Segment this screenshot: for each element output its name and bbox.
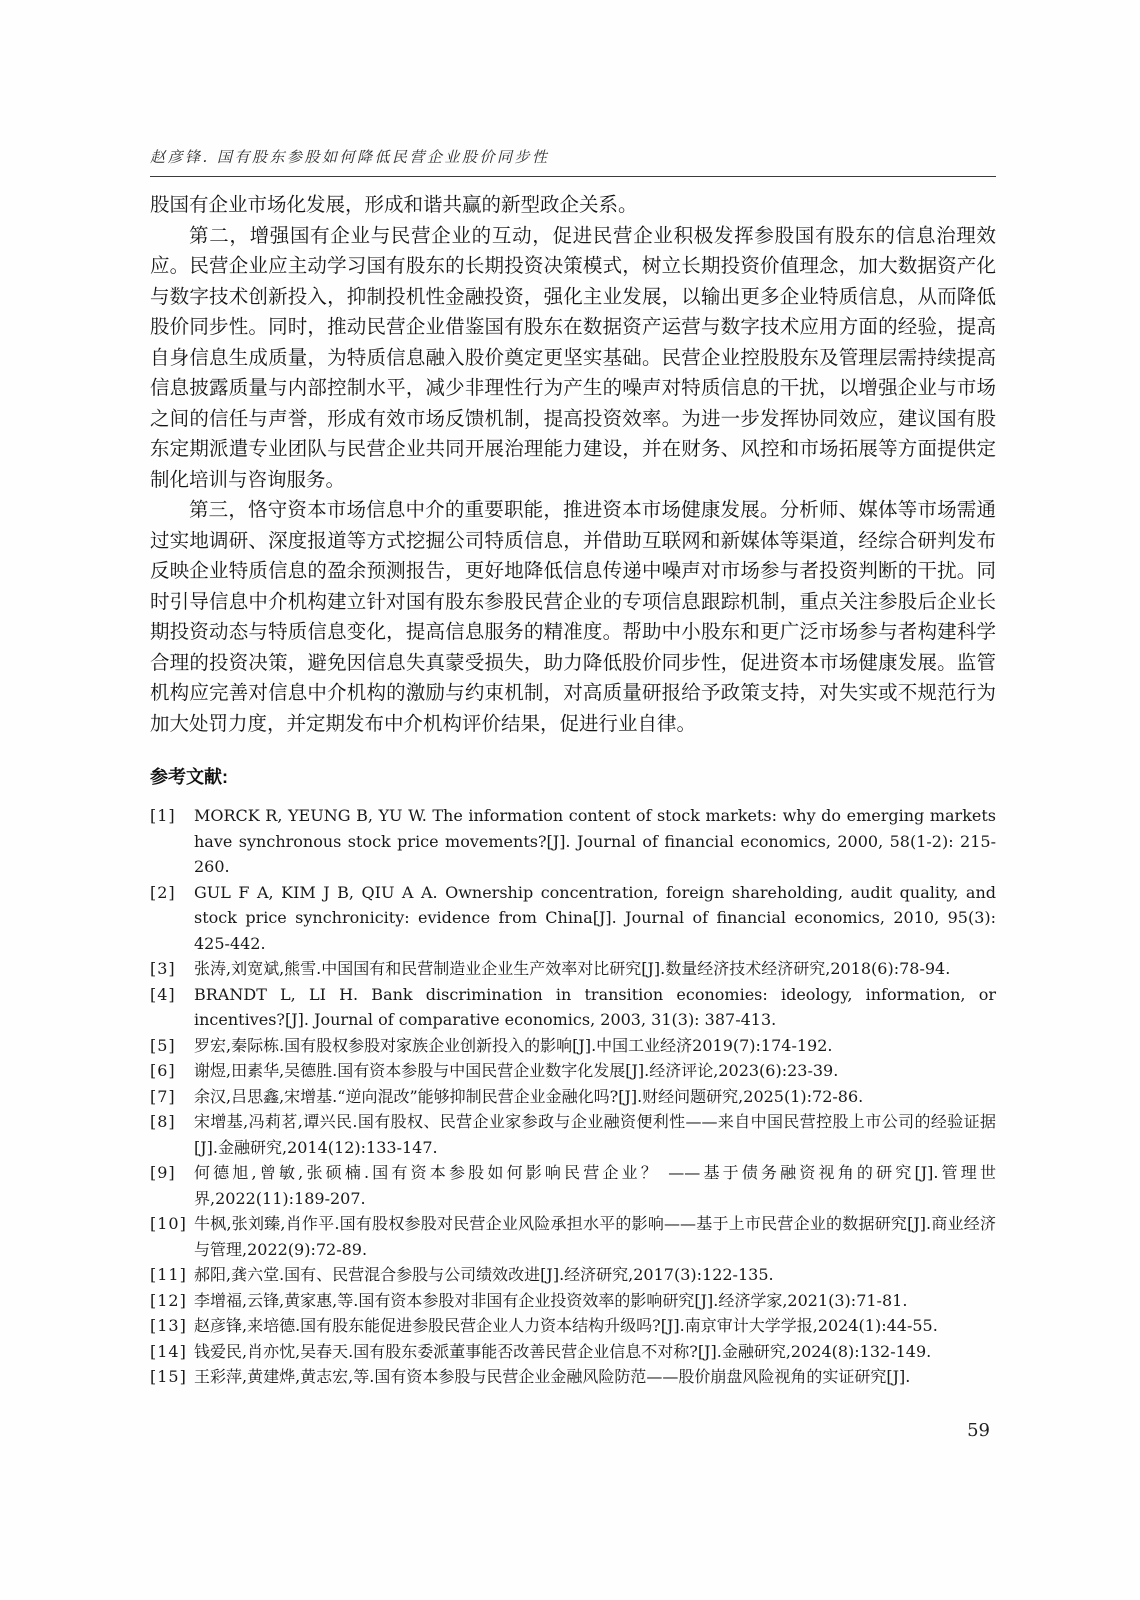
reference-label: [15]: [150, 1367, 187, 1386]
reference-label: [6]: [150, 1061, 176, 1080]
reference-item: [150, 1058, 996, 1084]
reference-text: 宋增基,冯莉茗,谭兴民.国有股权、民营企业家参政与企业融资便利性——来自中国民营控股上市公司的经验证据[J].金融研究,2014(12):133-147.: [194, 1112, 996, 1157]
reference-label: [14]: [150, 1341, 187, 1361]
reference-text: 钱爱民,肖亦忱,吴春天.国有股东委派董事能否改善民营企业信息不对称?[J].金融研究,2024(8):132-149.: [194, 1341, 932, 1361]
reference-label: [13]: [150, 1316, 187, 1335]
reference-text: 罗宏,秦际栋.国有股权参股对家族企业创新投入的影响[J].中国工业经济2019(7):174-192.: [194, 1035, 833, 1055]
reference-label: [9]: [150, 1163, 176, 1182]
body-text: [150, 190, 996, 739]
reference-text: 谢煜,田素华,吴德胜.国有资本参股与中国民营企业数字化发展[J].经济评论,2023(6):23-39.: [194, 1061, 839, 1080]
page-number: 59: [967, 1420, 990, 1441]
reference-item: [150, 1109, 996, 1160]
running-head: 赵彦锋. 国有股东参股如何降低民营企业股价同步性: [150, 146, 996, 177]
reference-label: [7]: [150, 1086, 176, 1106]
reference-item: [150, 1084, 996, 1110]
reference-text: 王彩萍,黄建烨,黄志宏,等.国有资本参股与民营企业金融风险防范——股价崩盘风险视角的实证研究[J].: [194, 1367, 911, 1386]
reference-label: [2]: [150, 882, 176, 902]
reference-item: [150, 1033, 996, 1059]
reference-item: [150, 1211, 996, 1262]
reference-text: BRANDT L, LI H. Bank discrimination in transition economies: ideology, information, or incentives?[J]. Journal of comparative economics, 2003, 31(3): 387-413.: [194, 984, 996, 1029]
reference-text: 李增福,云锋,黄家惠,等.国有资本参股对非国有企业投资效率的影响研究[J].经济学家,2021(3):71-81.: [194, 1290, 908, 1310]
reference-item: [150, 1364, 996, 1390]
reference-label: [8]: [150, 1112, 176, 1131]
reference-text: 郝阳,龚六堂.国有、民营混合参股与公司绩效改进[J].经济研究,2017(3):122-135.: [194, 1265, 774, 1284]
reference-label: [5]: [150, 1035, 176, 1055]
references-list: [150, 803, 996, 1390]
reference-label: [12]: [150, 1290, 187, 1310]
reference-item: [150, 1288, 996, 1314]
reference-text: 牛枫,张刘臻,肖作平.国有股权参股对民营企业风险承担水平的影响——基于上市民营企业的数据研究[J].商业经济与管理,2022(9):72-89.: [194, 1214, 996, 1259]
reference-label: [11]: [150, 1265, 187, 1284]
reference-text: 张涛,刘宽斌,熊雪.中国国有和民营制造业企业生产效率对比研究[J].数量经济技术经济研究,2018(6):78-94.: [194, 959, 951, 978]
reference-text: 何德旭,曾敏,张硕楠.国有资本参股如何影响民营企业？ ——基于债务融资视角的研究[J].管理世界,2022(11):189-207.: [194, 1163, 996, 1208]
reference-item: [150, 880, 996, 957]
reference-label: [1]: [150, 806, 176, 825]
reference-item: [150, 1262, 996, 1288]
page-content: [150, 146, 996, 1390]
reference-item: [150, 803, 996, 880]
reference-item: [150, 1339, 996, 1365]
references-heading: 参考文献:: [150, 767, 228, 787]
paragraph-continuation: 股国有企业市场化发展，形成和谐共赢的新型政企关系。: [150, 193, 638, 216]
reference-item: [150, 1160, 996, 1211]
reference-label: [3]: [150, 959, 176, 978]
reference-item: [150, 1313, 996, 1339]
reference-item: [150, 956, 996, 982]
reference-text: MORCK R, YEUNG B, YU W. The information content of stock markets: why do emerging markets have synchronous stock price movements?[J]. Journal of financial economics, 2000, 58(1-2): 215-260.: [194, 806, 996, 876]
paragraph-second-point: 第二，增强国有企业与民营企业的互动，促进民营企业积极发挥参股国有股东的信息治理效应。民营企业应主动学习国有股东的长期投资决策模式，树立长期投资价值理念，加大数据资产化与数字技术创新投入，抑制投机性金融投资，强化主业发展，以输出更多企业特质信息，从而降低股价同步性。同时，推动民营企业借鉴国有股东在数据资产运营与数字技术应用方面的经验，提高自身信息生成质量，为特质信息融入股价奠定更坚实基础。民营企业控股股东及管理层需持续提高信息披露质量与内部控制水平，减少非理性行为产生的噪声对特质信息的干扰，以增强企业与市场之间的信任与声誉，形成有效市场反馈机制，提高投资效率。为进一步发挥协同效应，建议国有股东定期派遣专业团队与民营企业共同开展治理能力建设，并在财务、风控和市场拓展等方面提供定制化培训与咨询服务。: [150, 223, 996, 491]
reference-label: [4]: [150, 984, 176, 1004]
reference-item: [150, 982, 996, 1033]
reference-label: [10]: [150, 1214, 187, 1233]
paragraph-third-point: 第三，恪守资本市场信息中介的重要职能，推进资本市场健康发展。分析师、媒体等市场需通过实地调研、深度报道等方式挖掘公司特质信息，并借助互联网和新媒体等渠道，经综合研判发布反映企业特质信息的盈余预测报告，更好地降低信息传递中噪声对市场参与者投资判断的干扰。同时引导信息中介机构建立针对国有股东参股民营企业的专项信息跟踪机制，重点关注参股后企业长期投资动态与特质信息变化，提高信息服务的精准度。帮助中小股东和更广泛市场参与者构建科学合理的投资决策，避免因信息失真蒙受损失，助力降低股价同步性，促进资本市场健康发展。监管机构应完善对信息中介机构的激励与约束机制，对高质量研报给予政策支持，对失实或不规范行为加大处罚力度，并定期发布中介机构评价结果，促进行业自律。: [150, 498, 996, 735]
reference-text: GUL F A, KIM J B, QIU A A. Ownership concentration, foreign shareholding, audit quality, and stock price synchronicity: evidence from China[J]. Journal of financial economics, 2010, 95(3): 425-442.: [194, 882, 996, 953]
reference-text: 余汉,吕思鑫,宋增基.“逆向混改”能够抑制民营企业金融化吗?[J].财经问题研究,2025(1):72-86.: [194, 1086, 864, 1106]
reference-text: 赵彦锋,来培德.国有股东能促进参股民营企业人力资本结构升级吗?[J].南京审计大学学报,2024(1):44-55.: [194, 1316, 938, 1335]
